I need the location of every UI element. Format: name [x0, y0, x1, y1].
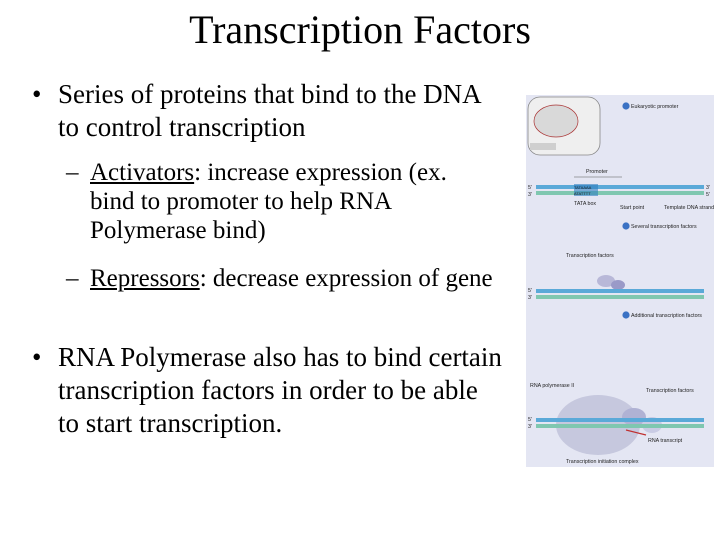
dna-end-3: 3' — [528, 192, 532, 198]
rna-polymerase-label: RNA polymerase II — [530, 383, 575, 389]
sub-bullet-activators — [66, 158, 496, 245]
dna-end-3: 3' — [528, 295, 532, 301]
start-point-label: Start point — [620, 205, 645, 211]
rna-transcript-label: RNA transcript — [648, 438, 683, 444]
tata-seq-1: TATAAAA — [574, 185, 592, 190]
dna-end-5-right: 5' — [706, 192, 710, 198]
dna-strand-top — [536, 185, 704, 189]
dna-strand-bottom — [536, 295, 704, 299]
sub-bullet-dash: – — [66, 159, 79, 186]
template-strand-label: Template DNA strand — [664, 205, 714, 211]
bullet-1-text: Series of proteins that bind to the DNA to control transcription — [58, 79, 481, 142]
inset-box — [530, 143, 556, 150]
step-1-label: Eukaryotic promoter — [631, 104, 679, 110]
transcription-initiation-figure — [526, 95, 714, 467]
sub-bullet-dash: – — [66, 265, 79, 292]
dna-end-5: 5' — [528, 417, 532, 423]
tata-seq-2: ATATTTT — [574, 191, 591, 196]
figure-svg — [526, 95, 714, 467]
dna-end-3-right: 3' — [706, 185, 710, 191]
dna-strand-bottom — [536, 191, 704, 195]
dna-end-3: 3' — [528, 424, 532, 430]
nucleus-icon — [534, 105, 578, 137]
step-3-label: Additional transcription factors — [631, 313, 702, 319]
bullet-dot: • — [32, 79, 42, 109]
dna-strand-top — [536, 418, 704, 422]
activators-term: Activators — [90, 159, 195, 186]
dna-strand-bottom — [536, 424, 704, 428]
dna-end-5: 5' — [528, 288, 532, 294]
repressors-term: Repressors — [90, 265, 200, 292]
bullet-2-text: RNA Polymerase also has to bind certain transcription factors in order to be able to start transcription. — [58, 342, 502, 438]
slide-title: Transcription Factors — [189, 7, 531, 52]
tf-label: Transcription factors — [566, 253, 614, 259]
promoter-label: Promoter — [586, 169, 608, 175]
tf-label-2: Transcription factors — [646, 388, 694, 394]
bullet-dot: • — [32, 342, 42, 372]
sub-bullet-repressors — [66, 264, 496, 293]
step-3-marker — [622, 311, 629, 318]
initiation-complex-label: Transcription initiation complex — [566, 459, 639, 465]
bullet-1 — [32, 78, 502, 144]
step-2-label: Several transcription factors — [631, 224, 697, 230]
step-1-marker — [622, 102, 629, 109]
tata-box-label: TATA box — [574, 201, 597, 207]
bullet-2 — [32, 341, 502, 440]
step-2-marker — [622, 222, 629, 229]
dna-end-5: 5' — [528, 185, 532, 191]
dna-strand-top — [536, 289, 704, 293]
repressors-text: : decrease expression of gene — [199, 265, 493, 292]
transcription-factor-shape — [611, 280, 625, 290]
activators-text: : increase expression (ex. bind to promoter to help RNA Polymerase bind) — [90, 159, 447, 244]
